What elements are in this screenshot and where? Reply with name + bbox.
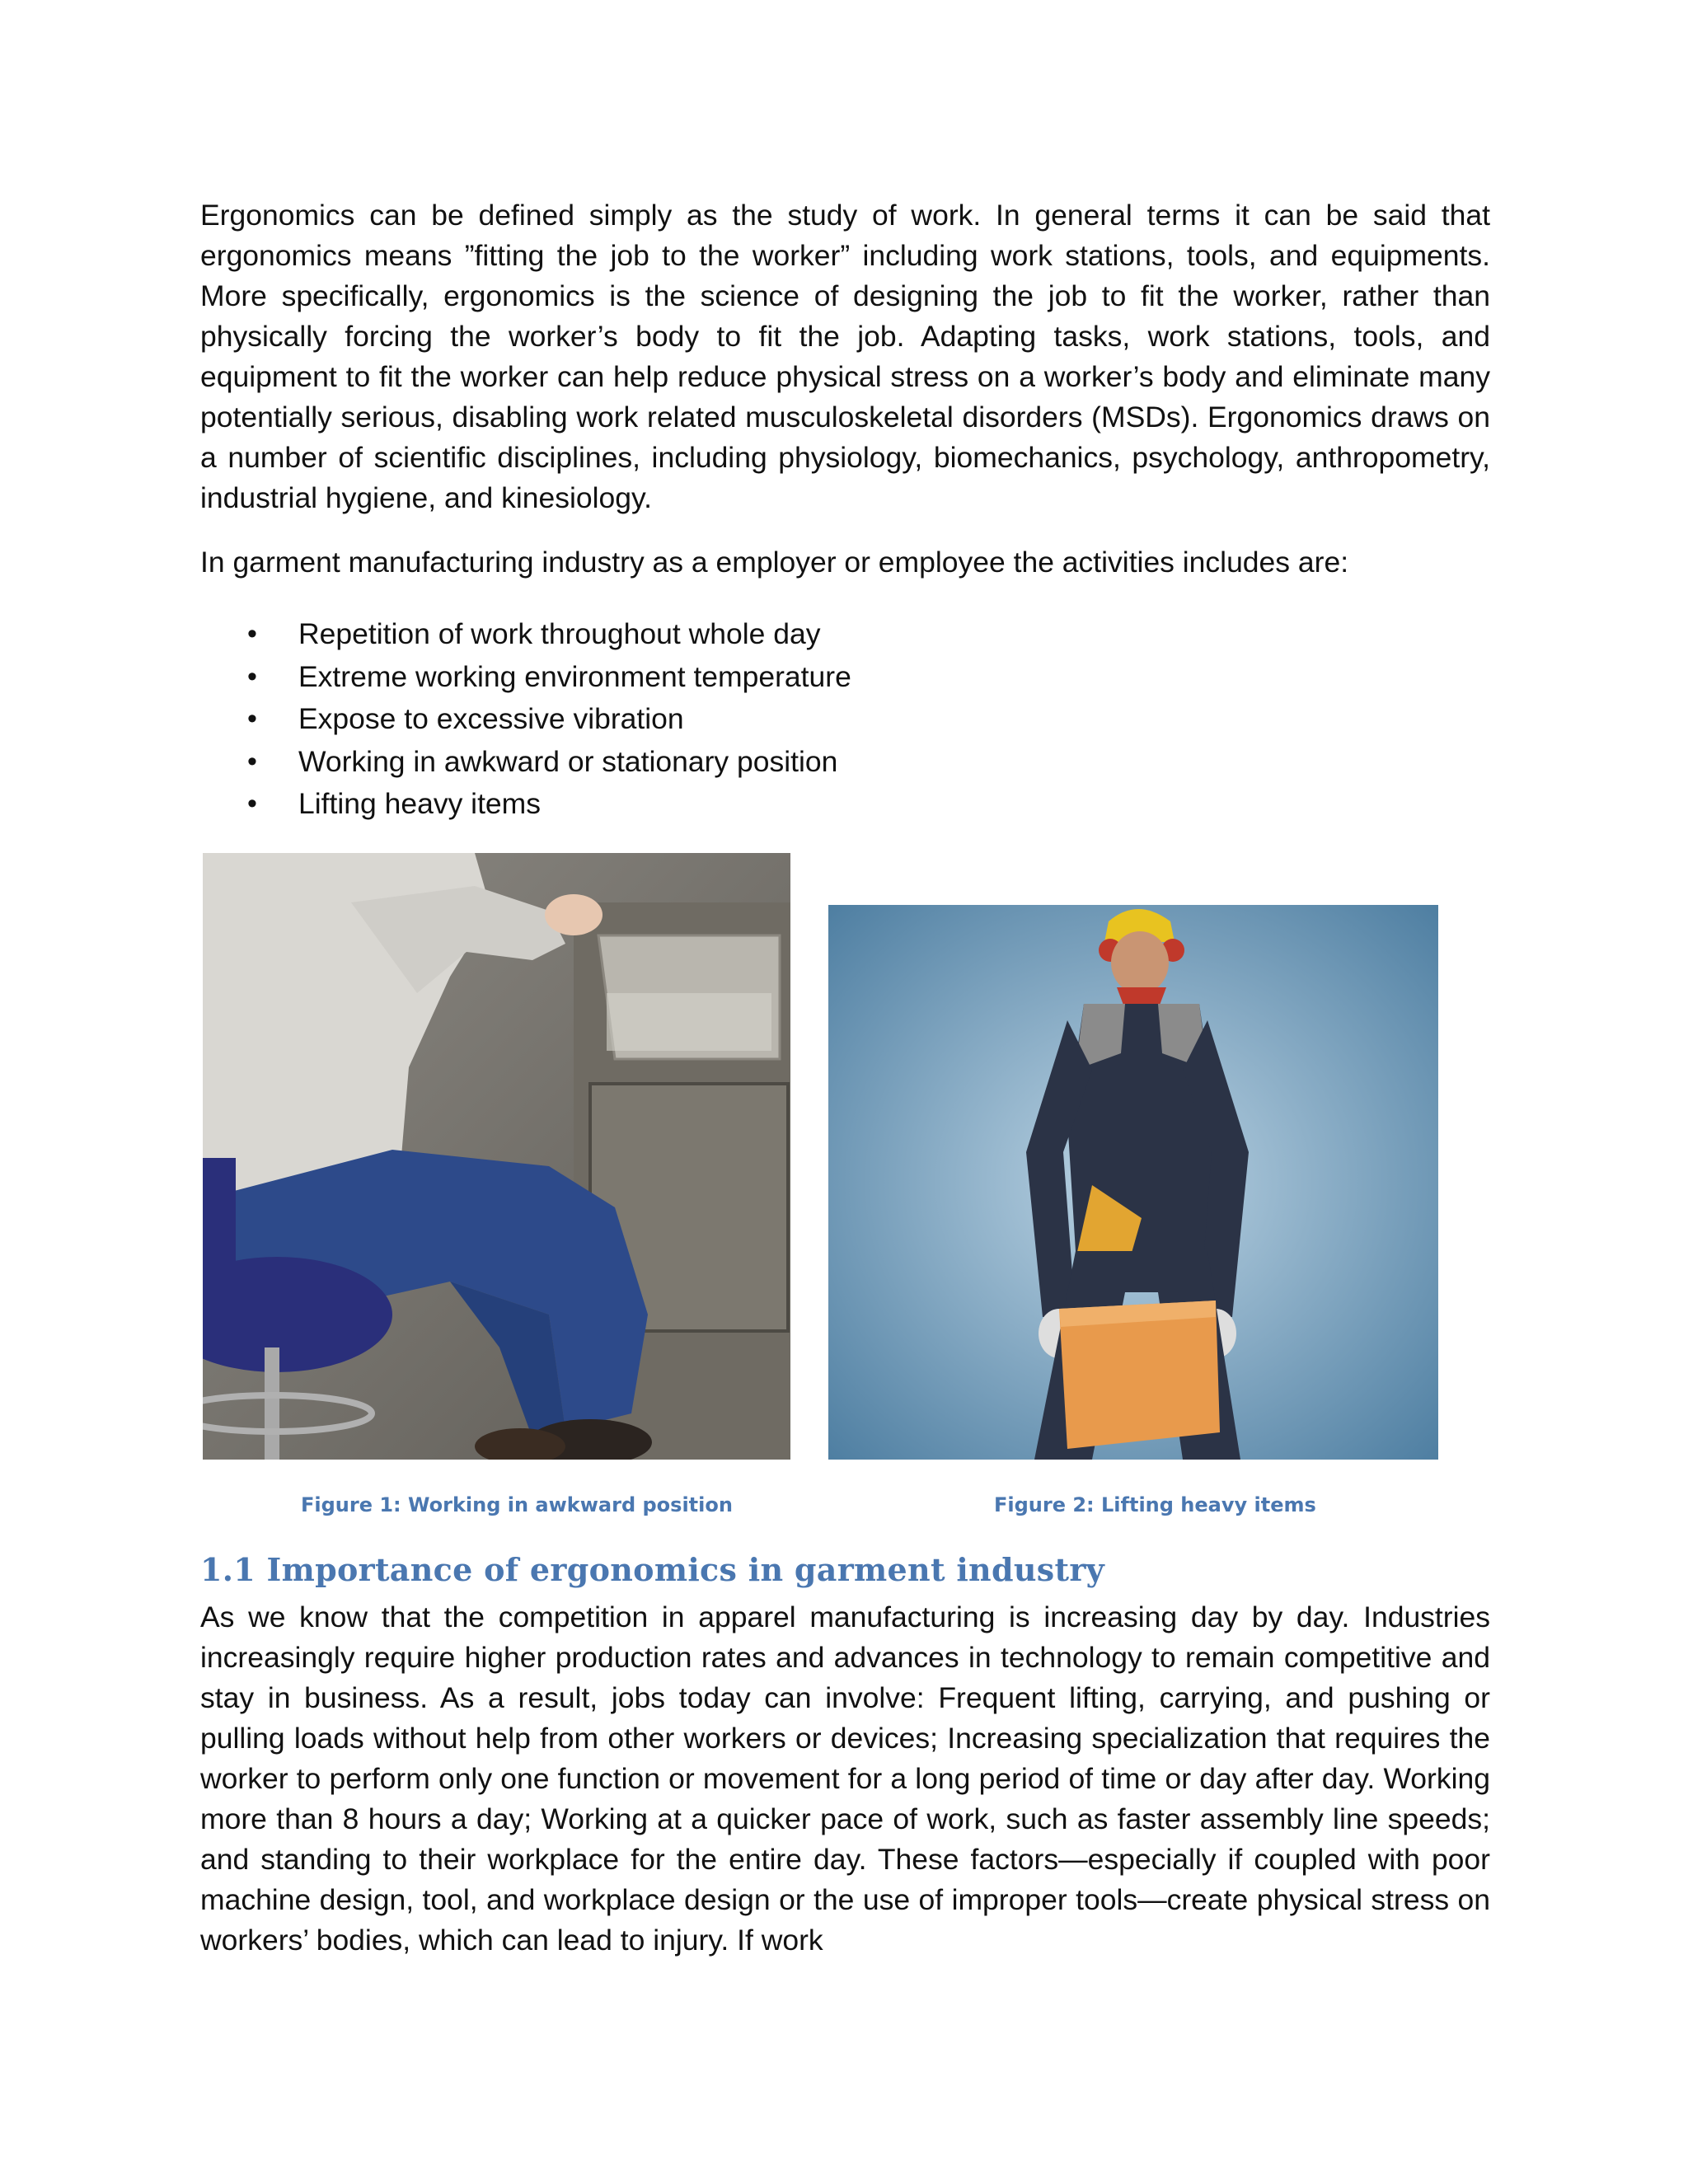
- figure-2-caption: Figure 2: Lifting heavy items: [994, 1493, 1316, 1516]
- list-item: • Expose to excessive vibration: [247, 698, 851, 741]
- figure-1-caption: Figure 1: Working in awkward position: [301, 1493, 733, 1516]
- figure-2-image: [828, 905, 1438, 1460]
- list-item: • Lifting heavy items: [247, 783, 851, 826]
- list-item: • Repetition of work throughout whole day: [247, 613, 851, 656]
- figure-1-image: [203, 853, 790, 1460]
- section-paragraph: As we know that the competition in apparel manufacturing is increasing day by day. Industries increasingly require higher production rates and advances in technology to remain competitive and stay in business. As a result, jobs today can involve: Frequent lifting, carrying, and pushing or pulling loads without help from other workers or devices; Increasing specialization that requires the worker to perform only one function or movement for a long period of time or day after day. Working more than 8 hours a day; Working at a quicker pace of work, such as faster assembly line speeds; and standing to their workplace for the entire day. These factors—especially if coupled with poor machine design, tool, and workplace design or the use of improper tools—create physical stress on workers’ bodies, which can lead to injury. If work: [200, 1601, 1490, 1957]
- section-heading: 1.1 Importance of ergonomics in garment industry: [200, 1551, 1105, 1588]
- intro-paragraph: Ergonomics can be defined simply as the study of work. In general terms it can be said that ergonomics means ”fitting the job to the worker” including work stations, tools, and equipments. More specifically, ergonomics is the science of designing the job to fit the worker, rather than physically forcing the worker’s body to fit the job. Adapting tasks, work stations, tools, and equipment to fit the worker can help reduce physical stress on a worker’s body and eliminate many potentially serious, disabling work related musculoskeletal disorders (MSDs). Ergonomics draws on a number of scientific disciplines, including physiology, biomechanics, psychology, anthropometry, industrial hygiene, and kinesiology.: [200, 199, 1490, 514]
- list-item: • Extreme working environment temperature: [247, 656, 851, 699]
- activities-list: [247, 613, 851, 826]
- list-item: • Working in awkward or stationary position: [247, 741, 851, 784]
- activities-intro: In garment manufacturing industry as a employer or employee the activities includes are:: [200, 546, 1349, 579]
